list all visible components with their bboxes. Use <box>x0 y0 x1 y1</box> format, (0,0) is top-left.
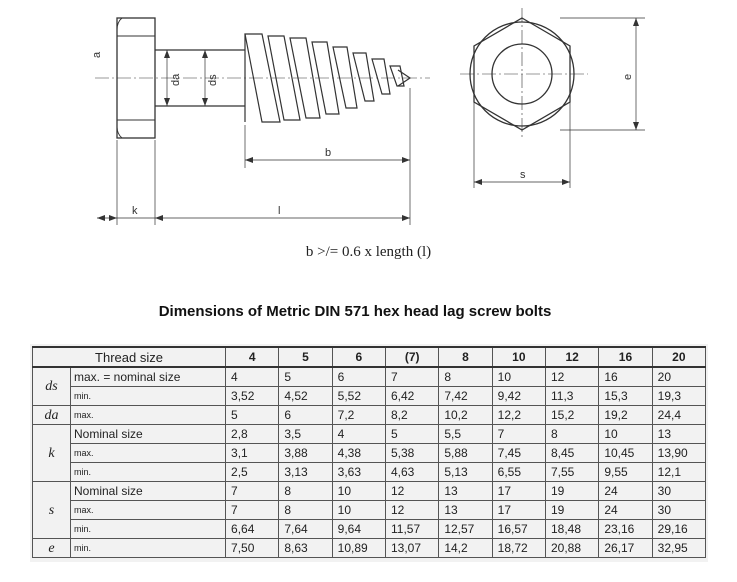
table-cell: 16 <box>599 367 652 387</box>
label-b: b <box>325 147 332 159</box>
label-k: k <box>132 205 138 217</box>
table-cell: 10,45 <box>599 444 652 463</box>
table-cell: 10,2 <box>439 406 492 425</box>
table-cell: 17 <box>492 501 545 520</box>
table-row <box>33 425 706 444</box>
table-cell: 19 <box>545 482 598 501</box>
table-cell: 6,55 <box>492 463 545 482</box>
row-label: Nominal size <box>71 482 226 501</box>
table-cell: 3,5 <box>279 425 332 444</box>
row-label: max. = nominal size <box>71 367 226 387</box>
table-cell: 3,63 <box>332 463 385 482</box>
table-cell: 2,8 <box>226 425 279 444</box>
table-cell: 6 <box>332 367 385 387</box>
table-cell: 12,1 <box>652 463 705 482</box>
table-cell: 4,63 <box>386 463 439 482</box>
table-cell: 11,57 <box>386 520 439 539</box>
table-cell: 2,5 <box>226 463 279 482</box>
table-cell: 12,2 <box>492 406 545 425</box>
table-cell: 5,13 <box>439 463 492 482</box>
table-cell: 19,3 <box>652 387 705 406</box>
table-cell: 24,4 <box>652 406 705 425</box>
table-cell: 7,64 <box>279 520 332 539</box>
row-label: max. <box>71 406 226 425</box>
dimension-symbol: ds <box>33 367 71 406</box>
dimensions-table-container <box>30 344 708 562</box>
table-cell: 9,64 <box>332 520 385 539</box>
table-cell: 18,48 <box>545 520 598 539</box>
table-cell: 10,89 <box>332 539 385 558</box>
table-cell: 8,2 <box>386 406 439 425</box>
table-cell: 13 <box>439 482 492 501</box>
table-cell: 6 <box>279 406 332 425</box>
table-cell: 19 <box>545 501 598 520</box>
length-formula: b >/= 0.6 x length (l) <box>305 244 432 260</box>
table-cell: 20 <box>652 367 705 387</box>
label-s: s <box>520 169 526 181</box>
table-cell: 13,90 <box>652 444 705 463</box>
table-cell: 5,88 <box>439 444 492 463</box>
table-cell: 5,38 <box>386 444 439 463</box>
table-cell: 4,38 <box>332 444 385 463</box>
table-cell: 8,63 <box>279 539 332 558</box>
table-cell: 6,64 <box>226 520 279 539</box>
table-cell: 10 <box>492 367 545 387</box>
table-cell: 4,52 <box>279 387 332 406</box>
dimension-symbol: da <box>33 406 71 425</box>
size-header: 20 <box>652 347 705 367</box>
table-cell: 8 <box>279 501 332 520</box>
table-cell: 5 <box>226 406 279 425</box>
table-cell: 7,50 <box>226 539 279 558</box>
table-cell: 29,16 <box>652 520 705 539</box>
dimension-symbol: s <box>33 482 71 539</box>
size-header: 12 <box>545 347 598 367</box>
table-cell: 3,88 <box>279 444 332 463</box>
size-header: 6 <box>332 347 385 367</box>
label-a: a <box>91 51 103 58</box>
table-cell: 9,42 <box>492 387 545 406</box>
table-cell: 16,57 <box>492 520 545 539</box>
table-row <box>33 367 706 387</box>
thread-size-header: Thread size <box>33 347 226 367</box>
table-cell: 5 <box>386 425 439 444</box>
table-cell: 13 <box>439 501 492 520</box>
table-cell: 26,17 <box>599 539 652 558</box>
table-row <box>33 463 706 482</box>
table-cell: 30 <box>652 501 705 520</box>
label-e: e <box>622 73 634 80</box>
table-row <box>33 482 706 501</box>
dimension-symbol: e <box>33 539 71 558</box>
table-cell: 15,3 <box>599 387 652 406</box>
table-cell: 3,13 <box>279 463 332 482</box>
table-cell: 8 <box>439 367 492 387</box>
table-cell: 8 <box>545 425 598 444</box>
row-label: max. <box>71 444 226 463</box>
row-label: max. <box>71 501 226 520</box>
table-cell: 3,52 <box>226 387 279 406</box>
size-header: (7) <box>386 347 439 367</box>
row-label: Nominal size <box>71 425 226 444</box>
table-cell: 17 <box>492 482 545 501</box>
table-cell: 14,2 <box>439 539 492 558</box>
table-row <box>33 520 706 539</box>
table-cell: 30 <box>652 482 705 501</box>
table-cell: 12,57 <box>439 520 492 539</box>
table-header-row <box>33 347 706 367</box>
table-cell: 23,16 <box>599 520 652 539</box>
table-cell: 7 <box>226 482 279 501</box>
table-cell: 7,2 <box>332 406 385 425</box>
size-header: 5 <box>279 347 332 367</box>
table-cell: 7,55 <box>545 463 598 482</box>
table-cell: 8 <box>279 482 332 501</box>
table-cell: 18,72 <box>492 539 545 558</box>
label-l: l <box>278 205 281 217</box>
table-cell: 6,42 <box>386 387 439 406</box>
technical-drawing <box>0 0 737 235</box>
table-row <box>33 539 706 558</box>
table-cell: 4 <box>226 367 279 387</box>
table-cell: 7 <box>492 425 545 444</box>
table-cell: 5,5 <box>439 425 492 444</box>
table-row <box>33 444 706 463</box>
table-cell: 11,3 <box>545 387 598 406</box>
table-row <box>33 387 706 406</box>
label-ds: ds <box>207 74 219 86</box>
size-header: 10 <box>492 347 545 367</box>
table-cell: 32,95 <box>652 539 705 558</box>
table-body <box>33 367 706 558</box>
size-header: 16 <box>599 347 652 367</box>
table-row <box>33 501 706 520</box>
size-header: 8 <box>439 347 492 367</box>
size-header: 4 <box>226 347 279 367</box>
table-cell: 7,42 <box>439 387 492 406</box>
row-label: min. <box>71 539 226 558</box>
dimensions-table <box>32 346 706 558</box>
table-cell: 8,45 <box>545 444 598 463</box>
table-cell: 7,45 <box>492 444 545 463</box>
table-cell: 10 <box>599 425 652 444</box>
table-cell: 10 <box>332 482 385 501</box>
row-label: min. <box>71 520 226 539</box>
table-cell: 12 <box>386 482 439 501</box>
table-cell: 20,88 <box>545 539 598 558</box>
table-cell: 5,52 <box>332 387 385 406</box>
table-cell: 15,2 <box>545 406 598 425</box>
table-cell: 24 <box>599 482 652 501</box>
row-label: min. <box>71 387 226 406</box>
table-cell: 4 <box>332 425 385 444</box>
table-cell: 7 <box>226 501 279 520</box>
table-cell: 12 <box>545 367 598 387</box>
table-cell: 7 <box>386 367 439 387</box>
row-label: min. <box>71 463 226 482</box>
dimension-symbol: k <box>33 425 71 482</box>
table-cell: 13 <box>652 425 705 444</box>
table-cell: 19,2 <box>599 406 652 425</box>
table-cell: 10 <box>332 501 385 520</box>
table-row <box>33 406 706 425</box>
table-cell: 12 <box>386 501 439 520</box>
table-cell: 9,55 <box>599 463 652 482</box>
table-cell: 24 <box>599 501 652 520</box>
table-cell: 5 <box>279 367 332 387</box>
label-da: da <box>170 73 182 86</box>
table-cell: 3,1 <box>226 444 279 463</box>
table-cell: 13,07 <box>386 539 439 558</box>
page-title: Dimensions of Metric DIN 571 hex head lag screw bolts <box>158 303 552 320</box>
